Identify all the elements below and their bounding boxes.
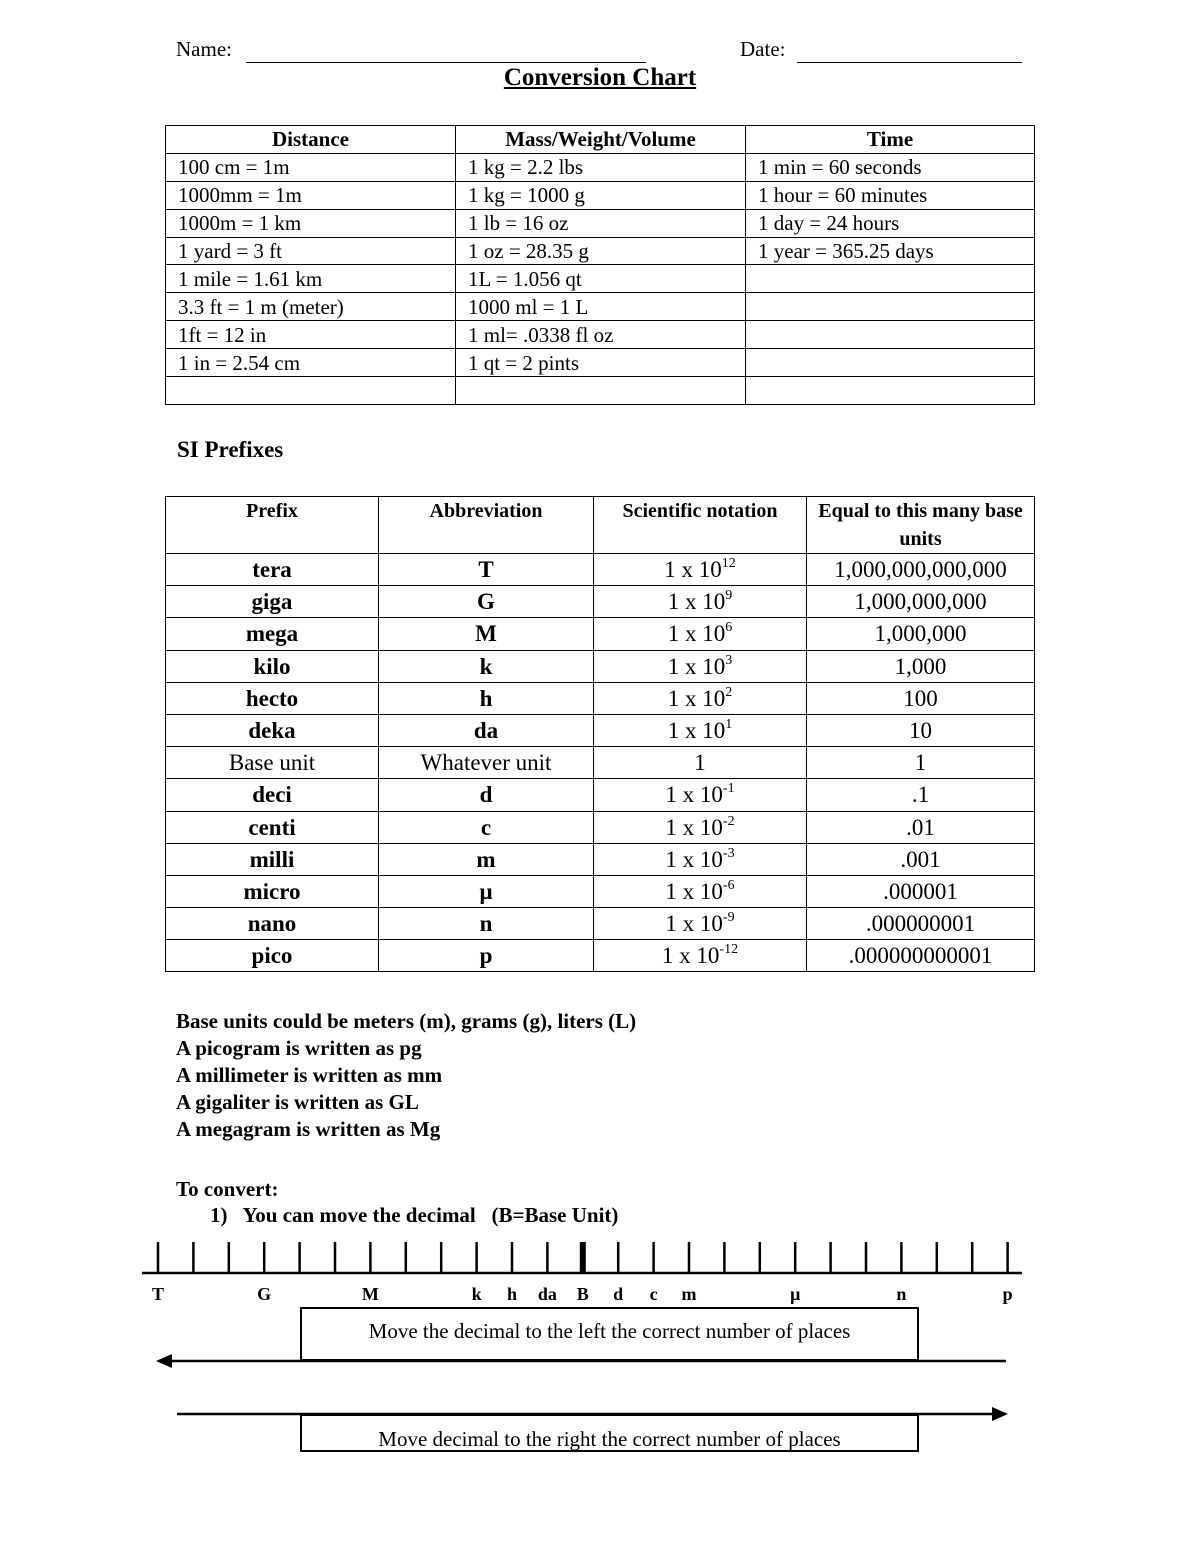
note-line: Base units could be meters (m), grams (g), liters (L) (176, 1009, 637, 1033)
timeline-label: da (537, 1284, 557, 1304)
si-notation-base: 1 x 10 (667, 685, 726, 711)
si-prefix-cell: mega (166, 618, 379, 650)
conversion-row (166, 377, 1035, 405)
si-notation-cell (594, 682, 807, 714)
si-abbreviation-cell: G (379, 586, 594, 618)
conversion-cell: 1 day = 24 hours (746, 209, 1035, 237)
right-arrowhead (992, 1407, 1008, 1421)
conversion-row (166, 153, 1035, 181)
si-header-cell: Abbreviation (379, 497, 594, 554)
si-abbreviation-cell: c (379, 811, 594, 843)
si-notation-base: 1 x 10 (665, 878, 723, 904)
conversion-cell: 1 oz = 28.35 g (456, 237, 746, 265)
si-notation-exponent: -9 (722, 910, 735, 926)
conversion-cell: 1 yard = 3 ft (166, 237, 456, 265)
si-notation-base: 1 x 10 (665, 782, 723, 808)
date-blank-line[interactable] (797, 62, 1022, 63)
conversion-cell: 1 in = 2.54 cm (166, 349, 456, 377)
si-row (166, 908, 1035, 940)
si-notation-exponent: -12 (719, 942, 739, 958)
notes-block (176, 1008, 636, 1143)
conversion-header-cell: Mass/Weight/Volume (456, 126, 746, 154)
si-abbreviation-cell: T (379, 554, 594, 586)
si-abbreviation-cell: Whatever unit (379, 747, 594, 779)
si-notation-base: 1 x 10 (667, 653, 726, 679)
timeline-label: p (1002, 1284, 1013, 1304)
si-equal-cell: .000000001 (807, 908, 1035, 940)
si-notation-cell (594, 618, 807, 650)
si-notation-base: 1 x 10 (664, 557, 722, 583)
conversion-cell: 1 hour = 60 minutes (746, 181, 1035, 209)
si-notation-base: 1 x 10 (661, 943, 720, 969)
conversion-row (166, 293, 1035, 321)
timeline-label: B (576, 1284, 589, 1304)
si-notation-base: 1 x 10 (665, 814, 723, 840)
conversion-header-cell: Distance (166, 126, 456, 154)
si-notation-cell (594, 747, 807, 779)
si-prefix-cell: nano (166, 908, 379, 940)
si-notation-exponent: -6 (722, 877, 735, 893)
si-prefix-cell: centi (166, 811, 379, 843)
name-blank-line[interactable] (246, 62, 646, 63)
name-label: Name: (176, 37, 232, 61)
si-prefix-cell: micro (166, 875, 379, 907)
si-notation-cell (594, 843, 807, 875)
si-prefix-table (165, 496, 1035, 972)
si-header-cell: Prefix (166, 497, 379, 554)
conversion-cell (746, 321, 1035, 349)
si-abbreviation-cell: da (379, 714, 594, 746)
si-abbreviation-cell: p (379, 940, 594, 972)
note-line: A megagram is written as Mg (176, 1117, 441, 1141)
si-row (166, 682, 1035, 714)
conversion-cell (746, 265, 1035, 293)
si-notation-cell (594, 811, 807, 843)
conversion-cell: 1ft = 12 in (166, 321, 456, 349)
si-equal-cell: 1 (807, 747, 1035, 779)
conversion-row (166, 265, 1035, 293)
conversion-cell (746, 377, 1035, 405)
conversion-cell: 1000m = 1 km (166, 209, 456, 237)
si-notation-exponent: 2 (725, 684, 733, 700)
si-equal-cell: 1,000 (807, 650, 1035, 682)
note-line: A picogram is written as pg (176, 1036, 422, 1060)
si-row (166, 554, 1035, 586)
si-row (166, 586, 1035, 618)
conversion-cell: 1 min = 60 seconds (746, 153, 1035, 181)
si-notation-exponent: 12 (721, 556, 736, 572)
conversion-cell: 3.3 ft = 1 m (meter) (166, 293, 456, 321)
timeline-label: T (151, 1284, 165, 1304)
si-abbreviation-cell: d (379, 779, 594, 811)
si-abbreviation-cell: k (379, 650, 594, 682)
conversion-cell: 1 lb = 16 oz (456, 209, 746, 237)
si-row (166, 714, 1035, 746)
move-right-box (300, 1414, 919, 1452)
conversion-header-cell: Time (746, 126, 1035, 154)
si-equal-cell: 1,000,000,000,000 (807, 554, 1035, 586)
si-row (166, 779, 1035, 811)
conversion-row (166, 237, 1035, 265)
conversion-cell: 100 cm = 1m (166, 153, 456, 181)
conversion-row (166, 321, 1035, 349)
si-prefix-cell: Base unit (166, 747, 379, 779)
conversion-cell: 1000 ml = 1 L (456, 293, 746, 321)
si-equal-cell: .001 (807, 843, 1035, 875)
conversion-cell (456, 377, 746, 405)
conversion-table (165, 125, 1035, 405)
si-prefix-cell: pico (166, 940, 379, 972)
si-notation-exponent: -1 (722, 781, 735, 797)
si-equal-cell: 1,000,000 (807, 618, 1035, 650)
si-header-cell: Equal to this many base units (807, 497, 1035, 554)
conversion-cell: 1 kg = 1000 g (456, 181, 746, 209)
si-equal-cell: .000000000001 (807, 940, 1035, 972)
si-equal-cell: 100 (807, 682, 1035, 714)
timeline-label: c (649, 1284, 658, 1304)
si-prefix-cell: giga (166, 586, 379, 618)
conversion-cell: 1 qt = 2 pints (456, 349, 746, 377)
timeline-label: h (506, 1284, 518, 1304)
timeline-label: μ (790, 1284, 801, 1304)
timeline-label: M (361, 1284, 379, 1304)
timeline-label: m (681, 1284, 697, 1304)
move-left-text: Move the decimal to the left the correct number of places (368, 1319, 851, 1343)
date-label: Date: (740, 37, 786, 61)
si-prefix-cell: kilo (166, 650, 379, 682)
si-notation-cell (594, 940, 807, 972)
si-row (166, 811, 1035, 843)
page-title: Conversion Chart (503, 64, 697, 91)
si-row (166, 650, 1035, 682)
conversion-cell (746, 293, 1035, 321)
conversion-cell (166, 377, 456, 405)
si-notation-base: 1 x 10 (667, 621, 726, 647)
si-abbreviation-cell: n (379, 908, 594, 940)
si-equal-cell: .01 (807, 811, 1035, 843)
timeline-label: n (896, 1284, 907, 1304)
si-notation-exponent: 3 (725, 652, 733, 668)
conversion-row (166, 209, 1035, 237)
si-prefix-cell: tera (166, 554, 379, 586)
si-notation-base: 1 x 10 (665, 846, 723, 872)
si-equal-cell: 1,000,000,000 (807, 586, 1035, 618)
si-row (166, 618, 1035, 650)
si-abbreviation-cell: m (379, 843, 594, 875)
si-notation-cell (594, 779, 807, 811)
conversion-cell: 1 year = 365.25 days (746, 237, 1035, 265)
conversion-cell: 1L = 1.056 qt (456, 265, 746, 293)
si-notation-base: 1 x 10 (667, 718, 726, 744)
conversion-cell (746, 349, 1035, 377)
move-right-text: Move decimal to the right the correct number of places (378, 1427, 841, 1451)
si-notation-cell (594, 554, 807, 586)
si-notation-exponent: 9 (725, 588, 733, 604)
left-arrowhead (156, 1354, 172, 1368)
si-header-cell: Scientific notation (594, 497, 807, 554)
note-line: A gigaliter is written as GL (176, 1090, 419, 1114)
si-abbreviation-cell: h (379, 682, 594, 714)
conversion-row (166, 349, 1035, 377)
si-row (166, 875, 1035, 907)
si-prefix-cell: hecto (166, 682, 379, 714)
conversion-cell: 1 mile = 1.61 km (166, 265, 456, 293)
si-abbreviation-cell: μ (379, 875, 594, 907)
si-notation-cell (594, 908, 807, 940)
conversion-cell: 1000mm = 1m (166, 181, 456, 209)
si-notation-cell (594, 714, 807, 746)
si-equal-cell: .1 (807, 779, 1035, 811)
conversion-row (166, 181, 1035, 209)
si-notation-exponent: 6 (725, 620, 733, 636)
si-row (166, 747, 1035, 779)
si-row (166, 843, 1035, 875)
si-notation-cell (594, 875, 807, 907)
timeline-label: G (257, 1284, 272, 1304)
si-prefix-cell: milli (166, 843, 379, 875)
si-notation-exponent: -3 (722, 845, 735, 861)
si-notation-cell (594, 586, 807, 618)
step-one-text: 1) You can move the decimal (B=Base Unit) (210, 1203, 619, 1227)
note-line: A millimeter is written as mm (176, 1063, 443, 1087)
si-notation-base: 1 (694, 750, 706, 776)
si-equal-cell: .000001 (807, 875, 1035, 907)
conversion-cell: 1 ml= .0338 fl oz (456, 321, 746, 349)
si-row (166, 940, 1035, 972)
move-left-box (300, 1307, 919, 1361)
si-prefixes-heading: SI Prefixes (177, 437, 284, 462)
si-abbreviation-cell: M (379, 618, 594, 650)
si-notation-exponent: -2 (722, 813, 735, 829)
timeline-label: k (471, 1284, 482, 1304)
si-prefix-cell: deka (166, 714, 379, 746)
si-notation-base: 1 x 10 (665, 911, 723, 937)
si-notation-base: 1 x 10 (667, 589, 726, 615)
timeline-label: d (613, 1284, 624, 1304)
si-notation-exponent: 1 (725, 717, 733, 733)
si-equal-cell: 10 (807, 714, 1035, 746)
si-notation-cell (594, 650, 807, 682)
to-convert-heading: To convert: (176, 1177, 279, 1201)
si-prefix-cell: deci (166, 779, 379, 811)
conversion-cell: 1 kg = 2.2 lbs (456, 153, 746, 181)
